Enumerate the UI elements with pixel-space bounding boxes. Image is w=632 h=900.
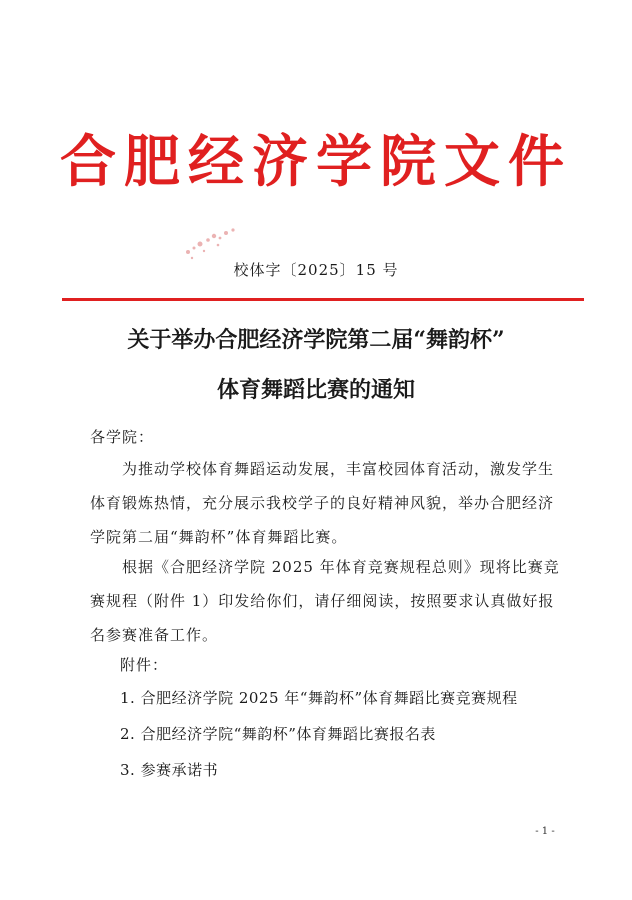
attachment-item-registration-form: 2. 合肥经济学院“舞韵杯”体育舞蹈比赛报名表 bbox=[120, 725, 436, 743]
document-masthead: 合肥经济学院文件 bbox=[60, 129, 572, 195]
attachment-item-pledge: 3. 参赛承诺书 bbox=[120, 761, 219, 779]
red-divider bbox=[62, 298, 584, 301]
salutation: 各学院： bbox=[90, 428, 155, 446]
attachments-list bbox=[120, 680, 580, 788]
body-paragraph-regulations: 根据《合肥经济学院 2025 年体育竞赛规程总则》现将比赛竞赛规程（附件 1）印发给你们，请仔细阅读，按照要求认真做好报名参赛准备工作。 bbox=[90, 558, 560, 644]
notice-title-line-1: 关于举办合肥经济学院第二届“舞韵杯” bbox=[127, 327, 505, 353]
page-number: - 1 - bbox=[535, 826, 555, 837]
notice-title-line-2: 体育舞蹈比赛的通知 bbox=[216, 377, 415, 403]
attachment-item-competition-rules: 1. 合肥经济学院 2025 年“舞韵杯”体育舞蹈比赛竞赛规程 bbox=[120, 689, 518, 707]
body-paragraph-purpose: 为推动学校体育舞蹈运动发展，丰富校园体育活动，激发学生体育锻炼热情，充分展示我校学子的良好精神风貌，举办合肥经济学院第二届“舞韵杯”体育舞蹈比赛。 bbox=[90, 460, 555, 546]
document-number: 校体字〔2025〕15 号 bbox=[233, 261, 399, 279]
attachments-heading: 附件： bbox=[120, 656, 169, 674]
